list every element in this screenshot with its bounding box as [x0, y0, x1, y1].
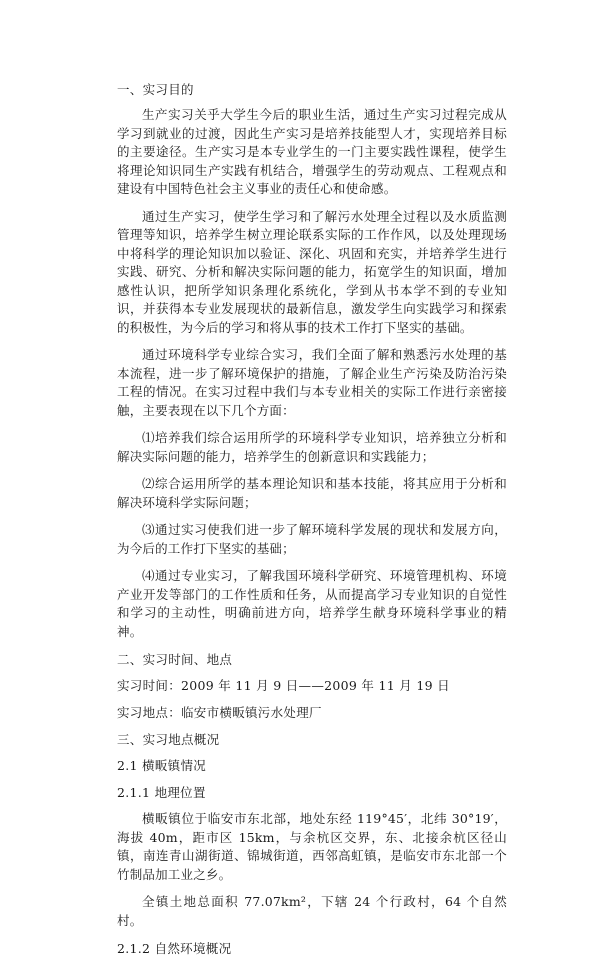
list-item-1: ⑴培养我们综合运用所学的环境科学专业知识，培养独立分析和解决实际问题的能力，培养学生的创新意识和实践能力； — [117, 430, 507, 464]
list-item-4: ⑷通过专业实习，了解我国环境科学研究、环境管理机构、环境产业开发等部门的工作性质和任务，从而提高学习专业知识的自觉性和学习的主动性，明确前进方向，培养学生献身环境科学事业的精神。 — [117, 568, 507, 639]
internship-time: 实习时间：2009 年 11 月 9 日——2009 年 11 月 19 日 — [117, 678, 450, 693]
subsection-2-1-1: 2.1.1 地理位置 — [117, 785, 206, 800]
section-heading-site-overview: 三、实习地点概况 — [117, 732, 220, 747]
subsection-2-1-2: 2.1.2 自然环境概况 — [117, 941, 232, 956]
paragraph-overview: 通过环境科学专业综合实习，我们全面了解和熟悉污水处理的基本流程，进一步了解环境保护的措施，了解企业生产污染及防治污染工程的情况。在实习过程中我们与本专业相关的实际工作进行亲密接触，主要表现在以下几个方面： — [117, 347, 507, 418]
list-item-3: ⑶通过实习使我们进一步了解环境科学发展的现状和发展方向，为今后的工作打下坚实的基础； — [117, 522, 507, 556]
list-item-2: ⑵综合运用所学的基本理论知识和基本技能，将其应用于分析和解决环境科学实际问题； — [117, 476, 507, 510]
paragraph-goals: 通过生产实习，使学生学习和了解污水处理全过程以及水质监测管理等知识，培养学生树立理论联系实际的工作作风，以及处理现场中将科学的理论知识加以验证、深化、巩固和充实，并培养学生进行实践、研究、分析和解决实际问题的能力，拓宽学生的知识面，增加感性认识，把所学知识条理化系统化，学到从书本学不到的专业知识，并获得本专业发展现状的最新信息，激发学生向实践学习和探索的积极性，为今后的学习和将从事的技术工作打下坚实的基础。 — [117, 208, 507, 335]
internship-place: 实习地点：临安市横畈镇污水处理厂 — [117, 705, 322, 720]
document-body — [117, 80, 507, 966]
paragraph-location: 横畈镇位于临安市东北部，地处东经 119°45′，北纬 30°19′，海拔 40m，距市区 15km，与余杭区交界，东、北接余杭区径山镇，南连青山湖街道、锦城街道，西邻高虹镇，是临安市东北部一个竹制品加工业之乡。 — [117, 811, 507, 882]
section-heading-time-place: 二、实习时间、地点 — [117, 652, 233, 667]
paragraph-area: 全镇土地总面积 77.07km²，下辖 24 个行政村，64 个自然村。 — [117, 894, 507, 928]
subsection-2-1: 2.1 横畈镇情况 — [117, 758, 207, 773]
paragraph-intro: 生产实习关乎大学生今后的职业生活，通过生产实习过程完成从学习到就业的过渡，因此生产实习是培养技能型人才，实现培养目标的主要途径。生产实习是本专业学生的一门主要实践性课程，使学生将理论知识同生产实践有机结合，增强学生的劳动观点、工程观点和建设有中国特色社会主义事业的责任心和使命感。 — [117, 107, 507, 196]
section-heading-purpose: 一、实习目的 — [117, 82, 194, 97]
